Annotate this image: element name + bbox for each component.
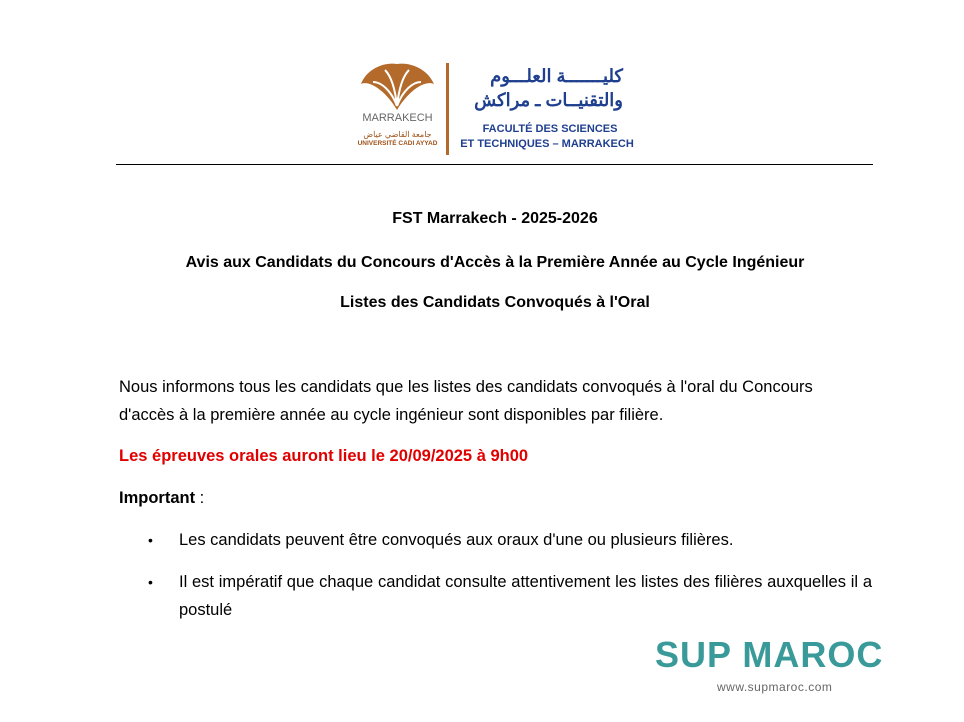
logo-divider <box>446 63 449 155</box>
title-notice: Avis aux Candidats du Concours d'Accès à la Première Année au Cycle Ingénieur <box>185 254 805 271</box>
watermark-brand: SUP MAROC <box>655 634 884 675</box>
bullet-text: Il est impératif que chaque candidat consulte attentivement les listes des filières auxquelles il a postulé <box>179 573 872 619</box>
title-year: FST Marrakech - 2025-2026 <box>392 210 598 227</box>
faculty-name-fr-2: ET TECHNIQUES – MARRAKECH <box>460 138 634 150</box>
bullet-icon: • <box>148 574 153 590</box>
bullet-item <box>179 568 872 624</box>
bullet-item: Les candidats peuvent être convoqués aux oraux d'une ou plusieurs filières. <box>179 531 734 549</box>
important-label: Important <box>119 489 196 507</box>
emblem-university-ar: جامعة القاضي عياض <box>363 130 432 139</box>
supmaroc-watermark <box>655 632 920 694</box>
intro-paragraph: Nous informons tous les candidats que les listes des candidats convoqués à l'oral du Concours d'accès à la première année au cycle ingénieur sont disponibles par filière. <box>119 378 813 424</box>
faculty-name-fr-1: FACULTÉ DES SCIENCES <box>482 123 618 135</box>
header-rule <box>116 164 873 165</box>
important-heading <box>119 484 872 512</box>
bullet-icon: • <box>148 532 153 548</box>
university-emblem <box>355 60 440 158</box>
emblem-university-fr: UNIVERSITÉ CADI AYYAD <box>357 140 438 147</box>
faculty-name-ar-1: كليـــــــة العلـــوم <box>490 66 623 86</box>
date-notice: Les épreuves orales auront lieu le 20/09/2025 à 9h00 <box>119 447 529 465</box>
emblem-city: MARRAKECH <box>362 112 433 124</box>
title-lists: Listes des Candidats Convoqués à l'Oral <box>340 294 650 311</box>
watermark-url: www.supmaroc.com <box>717 680 833 694</box>
faculty-logo <box>355 60 645 158</box>
faculty-name-ar-2: والتقنيــات ـ مراكش <box>474 90 623 110</box>
palm-emblem-icon <box>355 60 440 112</box>
important-colon: : <box>195 489 205 507</box>
